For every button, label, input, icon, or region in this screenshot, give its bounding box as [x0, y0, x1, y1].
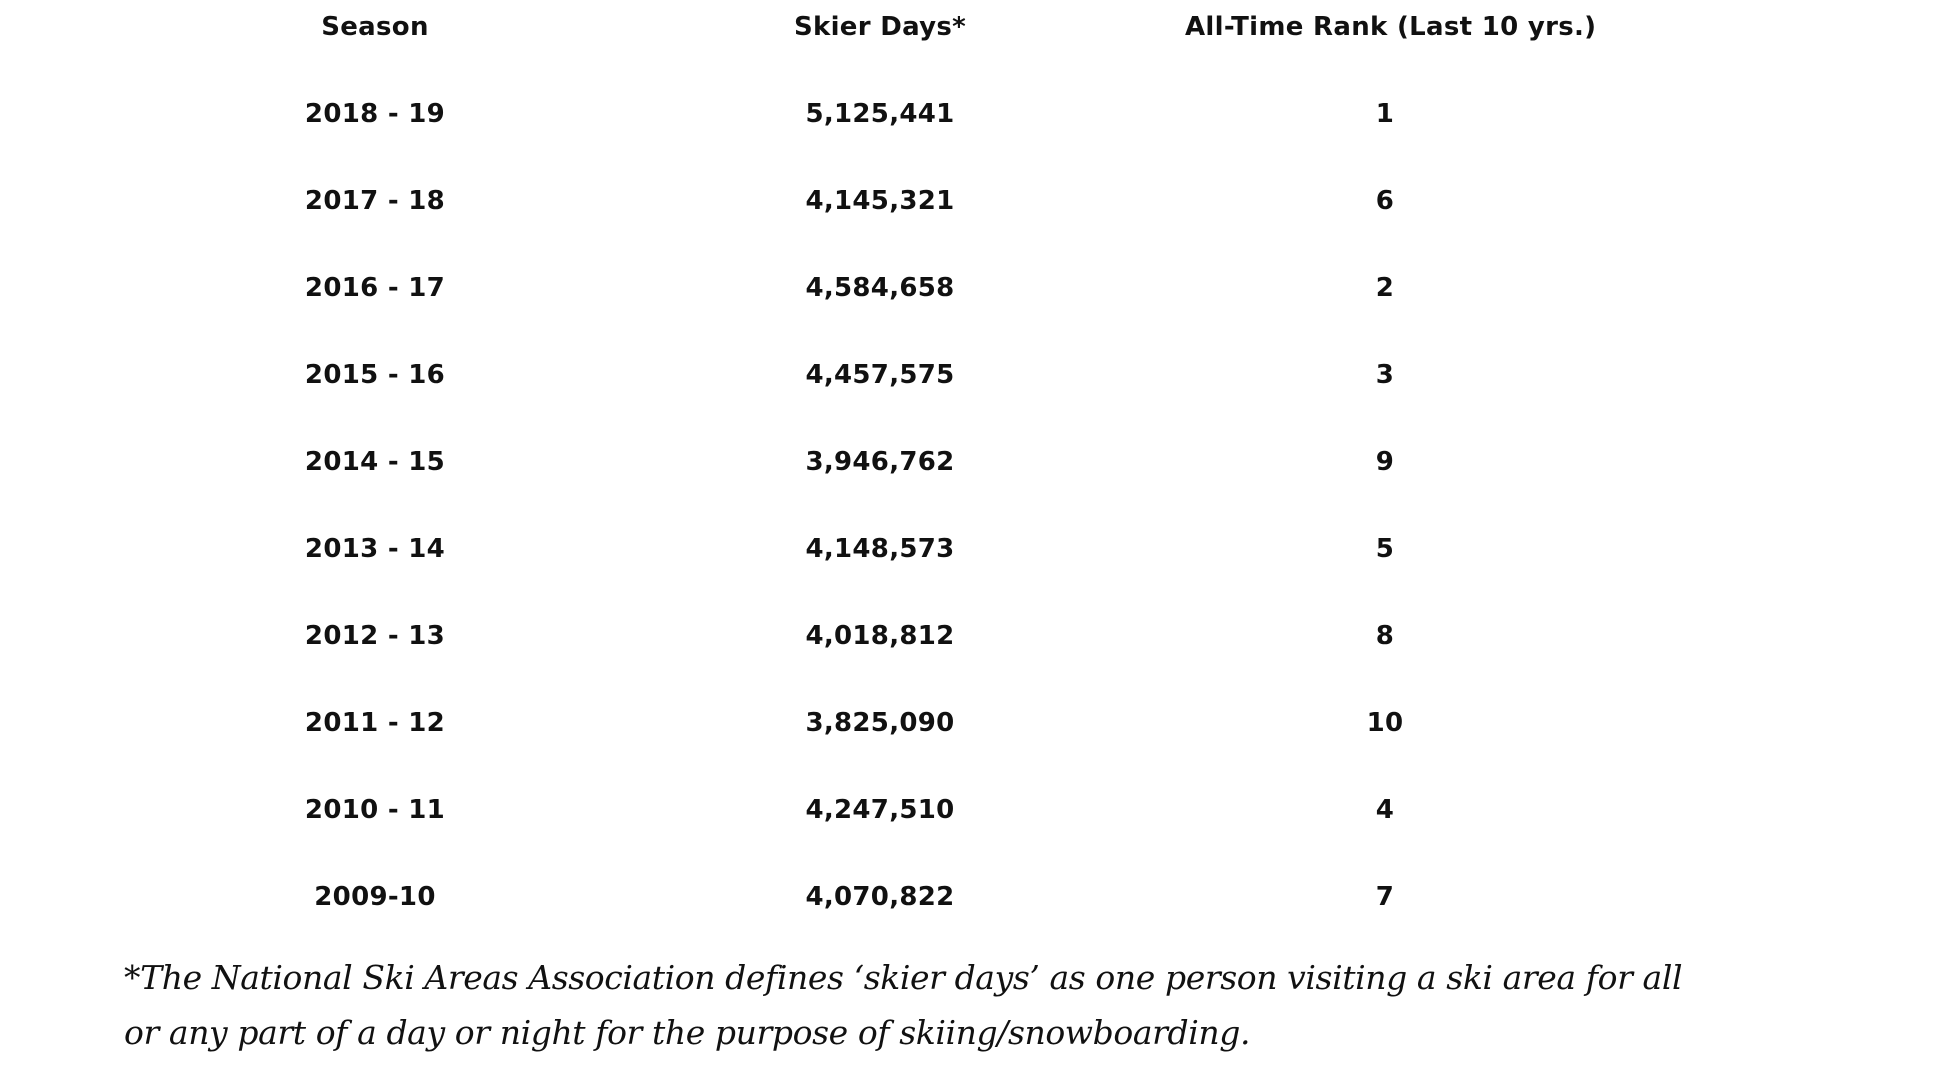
skier-days-cell: 4,247,510	[805, 795, 955, 825]
rank-cell: 9	[1375, 447, 1395, 477]
skier-days-cell: 3,946,762	[805, 447, 955, 477]
season-cell: 2014 - 15	[304, 447, 446, 477]
skier-days-cell: 4,148,573	[805, 534, 955, 564]
skier-days-cell: 4,457,575	[805, 360, 955, 390]
season-cell: 2013 - 14	[304, 534, 446, 564]
rank-cell: 8	[1375, 621, 1395, 651]
table-row	[0, 609, 1938, 696]
table-row	[0, 435, 1938, 522]
skier-days-cell: 5,125,441	[805, 99, 955, 129]
skier-days-cell: 4,070,822	[805, 882, 955, 912]
season-cell: 2017 - 18	[304, 186, 446, 216]
header-season: Season	[321, 12, 429, 42]
skier-days-cell: 4,145,321	[805, 186, 955, 216]
skier-days-cell: 3,825,090	[805, 708, 955, 738]
table-row	[0, 348, 1938, 435]
season-cell: 2015 - 16	[304, 360, 446, 390]
season-cell: 2018 - 19	[304, 99, 446, 129]
season-cell: 2012 - 13	[304, 621, 446, 651]
season-cell: 2016 - 17	[304, 273, 446, 303]
season-cell: 2009-10	[314, 882, 436, 912]
header-skier-days: Skier Days*	[793, 12, 967, 42]
table-row	[0, 261, 1938, 348]
rank-cell: 6	[1375, 186, 1395, 216]
table-row	[0, 174, 1938, 261]
season-cell: 2011 - 12	[304, 708, 446, 738]
skier-days-cell: 4,018,812	[805, 621, 955, 651]
rank-cell: 3	[1375, 360, 1395, 390]
rank-cell: 7	[1375, 882, 1395, 912]
rank-cell: 10	[1366, 708, 1404, 738]
table-row	[0, 783, 1938, 870]
rank-cell: 5	[1375, 534, 1395, 564]
header-rank: All-Time Rank (Last 10 yrs.)	[1185, 12, 1597, 42]
rank-cell: 1	[1375, 99, 1395, 129]
season-cell: 2010 - 11	[304, 795, 446, 825]
table-row	[0, 696, 1938, 783]
table-row	[0, 87, 1938, 174]
footnote-line-2: or any part of a day or night for the purpose of skiing/snowboarding.	[124, 1013, 1251, 1052]
table-row	[0, 522, 1938, 609]
footnote-line-1: *The National Ski Areas Association defines ‘skier days’ as one person visiting a ski area for all	[124, 958, 1683, 997]
table-row	[0, 870, 1938, 957]
rank-cell: 4	[1375, 795, 1395, 825]
rank-cell: 2	[1375, 273, 1395, 303]
footnote	[124, 950, 1684, 1060]
table-header-row	[0, 0, 1938, 87]
skier-days-cell: 4,584,658	[805, 273, 955, 303]
